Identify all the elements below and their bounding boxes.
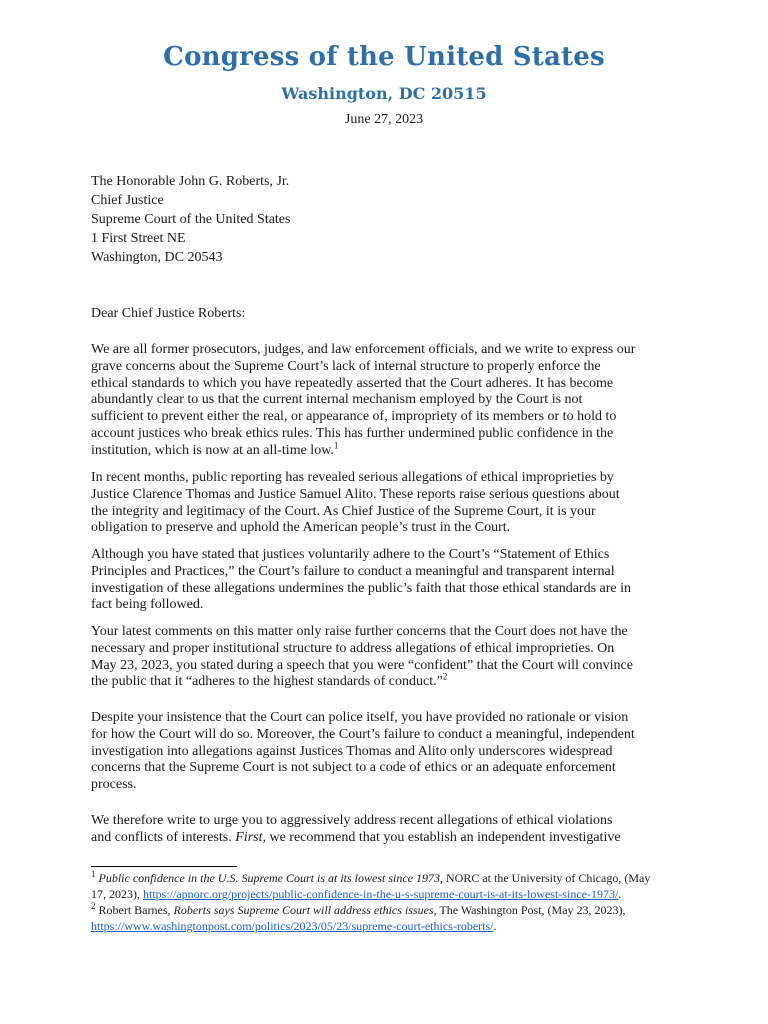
text-line: Although you have stated that justices voluntarily adhere to the Court’s “Statement of Ethics (91, 547, 610, 562)
text-segment: institution, which is now at an all-time low. (91, 442, 334, 458)
text-line (91, 830, 621, 847)
paragraph-2 (91, 470, 620, 537)
footnote-line (91, 870, 650, 886)
footnote-line (91, 902, 626, 918)
text-line: necessary and proper institutional structure to address allegations of ethical improprieties. On (91, 640, 615, 656)
footnote-source: , NORC at the University of Chicago, (May (440, 871, 651, 885)
text-line: the integrity and legitimacy of the Court. As Chief Justice of the Supreme Court, it is your (91, 503, 596, 519)
salutation: Dear Chief Justice Roberts: (91, 306, 246, 321)
footnote-1 (91, 870, 650, 902)
recipient-line: 1 First Street NE (91, 231, 186, 246)
footnote-date: 17, 2023), (91, 887, 143, 901)
text-line: process. (91, 777, 137, 793)
text-line: account justices who break ethics rules. This has further undermined public confidence in the (91, 425, 614, 441)
recipient-line: The Honorable John G. Roberts, Jr. (91, 174, 290, 189)
recipient-line: Supreme Court of the United States (91, 212, 291, 227)
text-line: Despite your insistence that the Court can police itself, you have provided no rationale or vision (91, 710, 629, 725)
footnote-title: Roberts says Supreme Court will address ethics issues (173, 903, 434, 917)
footnote-2 (91, 902, 626, 934)
text-line: Principles and Practices,” the Court’s failure to conduct a meaningful and transparent internal (91, 563, 615, 579)
footnote-author: Robert Barnes, (98, 903, 174, 917)
text-line: We are all former prosecutors, judges, and law enforcement officials, and we write to express our (91, 342, 636, 357)
text-line: Your latest comments on this matter only raise further concerns that the Court does not have the (91, 624, 628, 639)
emphasis-first: First (235, 829, 263, 845)
text-line: May 23, 2023, you stated during a speech that you were “confident” that the Court will convince (91, 657, 633, 673)
text-segment: and conflicts of interests. (91, 829, 236, 845)
letterhead-address: Washington, DC 20515 (281, 84, 487, 103)
footnote-number: 2 (91, 901, 96, 911)
footnote-ref: 1 (333, 440, 339, 451)
text-line: investigation into allegations against Justices Thomas and Alito only underscores widespread (91, 743, 613, 759)
text-line: grave concerns about the Supreme Court’s lack of internal structure to properly enforce the (91, 358, 601, 374)
paragraph-6 (91, 813, 621, 847)
paragraph-5 (91, 710, 635, 794)
paragraph-1 (91, 342, 635, 460)
recipient-line: Washington, DC 20543 (91, 250, 223, 265)
text-line (91, 671, 633, 691)
footnote-source: , The Washington Post, (May 23, 2023), (433, 903, 626, 917)
footnote-end: . (493, 919, 497, 933)
text-line: ethical standards to which you have repeatedly asserted that the Court adheres. It has become (91, 375, 614, 391)
recipient-line: Chief Justice (91, 193, 164, 208)
text-line: investigation of these allegations undermines the public’s faith that those ethical standards are in (91, 580, 632, 596)
paragraph-3 (91, 547, 631, 614)
footnote-link[interactable]: https://www.washingtonpost.com/politics/2023/05/23/supreme-court-ethics-roberts/ (91, 919, 494, 933)
text-line: Justice Clarence Thomas and Justice Samuel Alito. These reports raise serious questions about (91, 486, 620, 502)
footnote-line (91, 886, 650, 902)
text-line: abundantly clear to us that the current internal mechanism employed by the Court is not (91, 392, 583, 408)
text-line: concerns that the Supreme Court is not subject to a code of ethics or an adequate enforcement (91, 760, 616, 776)
text-segment: , we recommend that you establish an independent investigative (262, 829, 621, 845)
letterhead-title: Congress of the United States (163, 42, 605, 72)
footnote-link[interactable]: https://apnorc.org/projects/public-confidence-in-the-u-s-supreme-court-is-at-its-lowest-since-1973/ (143, 887, 619, 901)
text-line (91, 440, 635, 460)
paragraph-4 (91, 624, 633, 691)
text-line: We therefore write to urge you to aggressively address recent allegations of ethical violations (91, 813, 613, 828)
text-line: obligation to preserve and uphold the American people’s trust in the Court. (91, 520, 511, 536)
text-segment: the public that it “adheres to the highest standards of conduct.” (91, 674, 443, 690)
text-line: for how the Court will do so. Moreover, the Court’s failure to conduct a meaningful, independent (91, 726, 635, 742)
footnote-ref: 2 (442, 671, 448, 682)
footnote-end: . (618, 887, 622, 901)
footnote-line (91, 918, 626, 934)
footnote-title: Public confidence in the U.S. Supreme Court is at its lowest since 1973 (98, 871, 441, 885)
text-line: fact being followed. (91, 597, 204, 613)
text-line: sufficient to prevent either the real, or appearance of, impropriety of its members or to hold to (91, 409, 617, 425)
recipient-address (91, 172, 290, 267)
footnote-rule (91, 866, 237, 867)
letter-date: June 27, 2023 (344, 112, 424, 127)
text-line: In recent months, public reporting has revealed serious allegations of ethical improprieties by (91, 470, 614, 485)
footnote-number: 1 (91, 869, 96, 879)
